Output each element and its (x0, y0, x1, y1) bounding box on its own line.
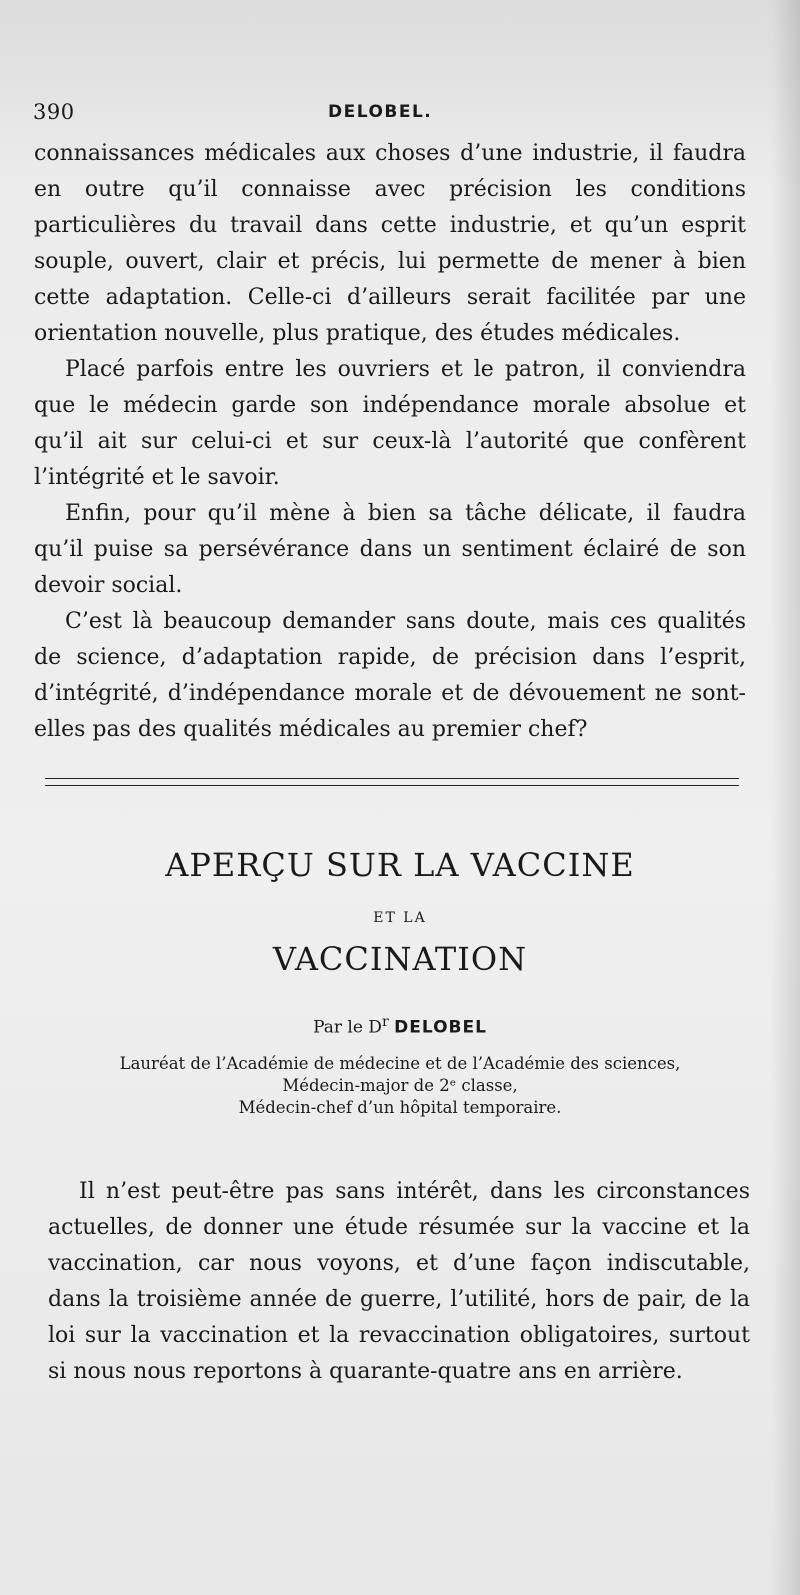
paragraph: Enfin, pour qu’il mène à bien sa tâche délicate, il faudra qu’il puise sa persévérance dans un sentiment éclairé de son devoir social. (34, 501, 746, 598)
byline-prefix: Par le D (313, 1017, 382, 1038)
section-divider-bottom (45, 785, 739, 786)
paragraph: Placé parfois entre les ouvriers et le patron, il conviendra que le médecin garde son indépendance morale absolue et qu’il ait sur celui-ci et sur ceux-là l’autorité que confèrent l’intégrité et le savoir. (34, 357, 746, 490)
section-divider-top (45, 778, 739, 779)
author-affiliations (0, 1053, 800, 1119)
affiliation-line: Médecin-chef d’un hôpital temporaire. (238, 1098, 562, 1117)
article-body (48, 1174, 750, 1390)
page-header (33, 100, 745, 130)
intro-paragraph: Il n’est peut-être pas sans intérêt, dans les circonstances actuelles, de donner une étude résumée sur la vaccine et la vaccination, car nous voyons, et d’une façon indiscutable, dans la troisième année de guerre, l’utilité, hors de pair, de la loi sur la vaccination et la revaccination obligatoires, surtout si nous nous reportons à quarante-quatre ans en arrière. (48, 1179, 750, 1384)
article-title: APERÇU SUR LA VACCINE (165, 846, 635, 884)
article-title-connector: ET LA (373, 910, 427, 926)
paragraph: connaissances médicales aux choses d’une industrie, il faudra en outre qu’il connaisse avec précision les conditions particulières du travail dans cette industrie, et qu’un esprit souple, ouvert, clair et précis, lui permette de mener à bien cette adaptation. Celle-ci d’ailleurs serait facilitée par une orientation nouvelle, plus pratique, des études médicales. (34, 141, 746, 346)
page-number: 390 (33, 100, 75, 124)
affiliation-line: Lauréat de l’Académie de médecine et de l’Académie des sciences, (119, 1054, 681, 1073)
byline-superscript: r (381, 1014, 389, 1030)
previous-article-text (34, 136, 746, 748)
running-title: DELOBEL. (328, 102, 433, 122)
author-name: DELOBEL (394, 1017, 487, 1038)
author-byline (0, 1014, 800, 1038)
paragraph: C’est là beaucoup demander sans doute, mais ces qualités de science, d’adaptation rapide, de précision dans l’esprit, d’intégrité, d’indépendance morale et de dévouement ne sont-elles pas des qualités médicales au premier chef? (34, 609, 746, 742)
article-title-continued: VACCINATION (272, 940, 528, 978)
affiliation-line: Médecin-major de 2ᵉ classe, (282, 1076, 518, 1095)
